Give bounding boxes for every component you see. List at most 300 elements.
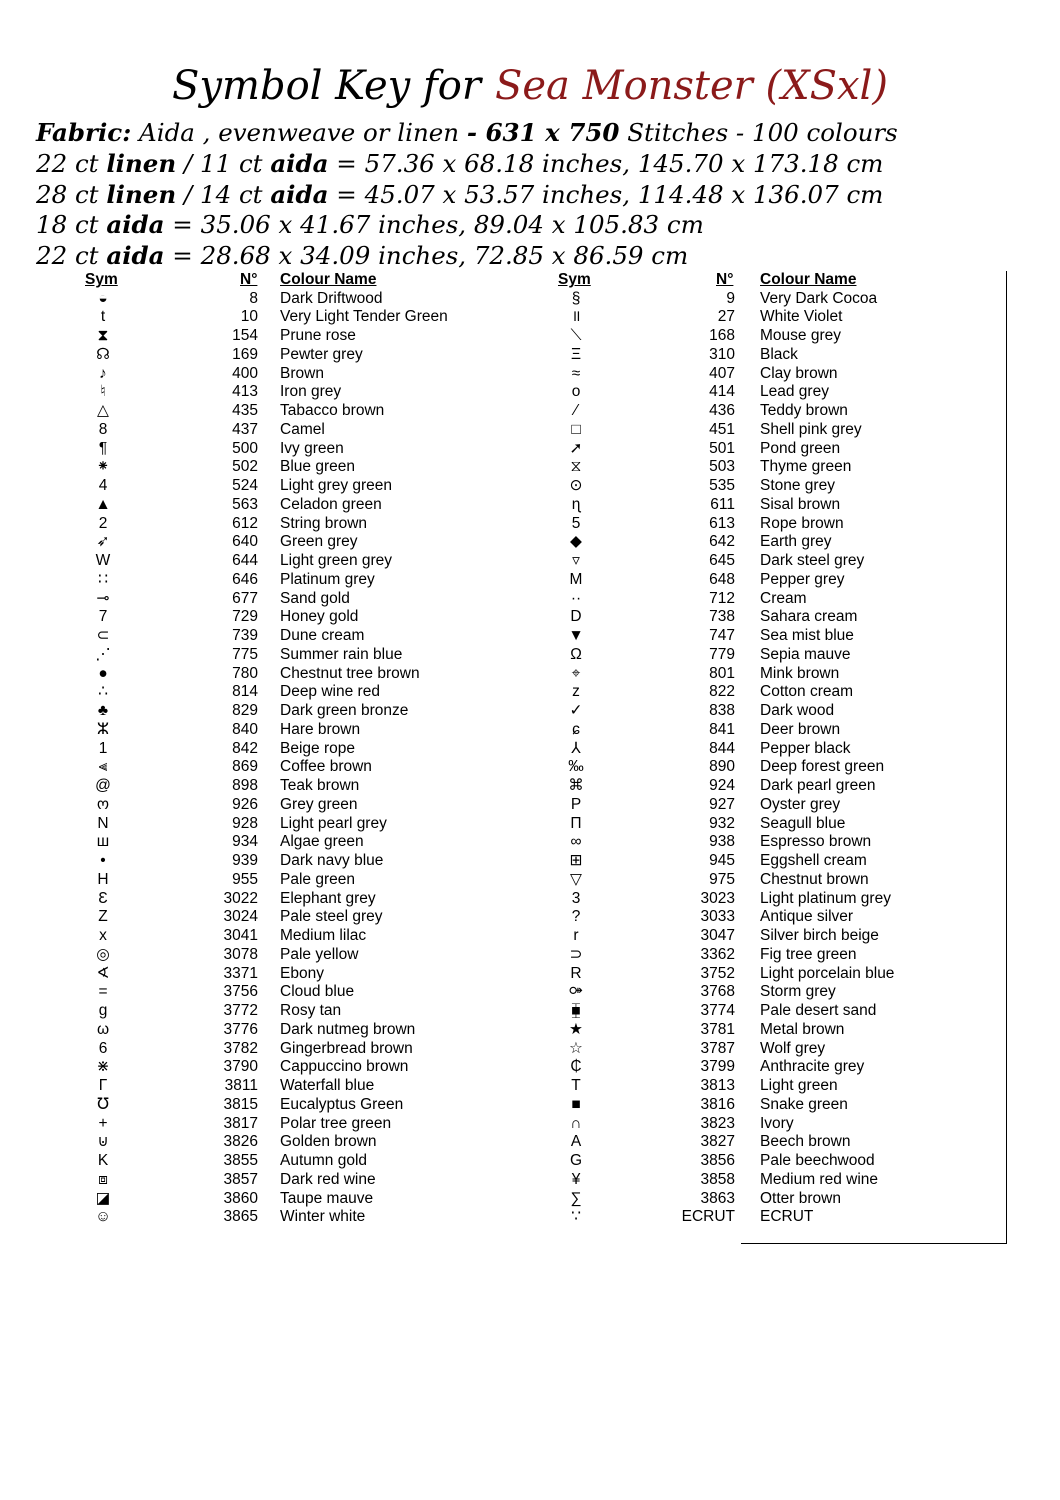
table-row bbox=[0, 965, 1060, 984]
colour-name-cell: Iron grey bbox=[280, 383, 342, 401]
number-cell: 646 bbox=[232, 570, 258, 588]
symbol-cell: ⚩ bbox=[569, 983, 583, 1001]
colour-name-cell: Dark wood bbox=[760, 702, 835, 719]
header-name-right: Colour Name bbox=[760, 271, 857, 288]
symbol-cell: z bbox=[572, 683, 580, 701]
spec-line bbox=[36, 149, 1036, 180]
symbol-cell: 2 bbox=[98, 514, 108, 532]
symbol-cell: 4 bbox=[98, 477, 108, 494]
colour-name-cell: Sepia mauve bbox=[760, 645, 851, 663]
table-row bbox=[0, 1021, 1060, 1040]
colour-name-cell: Dark pearl green bbox=[760, 777, 876, 794]
number-cell: 3813 bbox=[700, 1077, 735, 1094]
number-cell: 3774 bbox=[700, 1002, 735, 1019]
table-right-border bbox=[1006, 271, 1007, 1244]
table-row bbox=[0, 1190, 1060, 1209]
spec-text: aida bbox=[106, 241, 165, 271]
header-sym-right: Sym bbox=[558, 271, 591, 288]
colour-name-cell: Earth grey bbox=[760, 533, 832, 551]
colour-name-cell: Beige rope bbox=[280, 739, 355, 757]
colour-name-cell: Stone grey bbox=[760, 477, 835, 494]
colour-name-cell: Mouse grey bbox=[760, 327, 841, 344]
number-cell: 27 bbox=[717, 308, 735, 326]
symbol-cell: ⌖ bbox=[571, 664, 581, 682]
symbol-cell: ▽ bbox=[570, 870, 582, 888]
table-row bbox=[0, 290, 1060, 309]
number-cell: 3023 bbox=[700, 889, 735, 907]
symbol-cell: ∴ bbox=[98, 683, 108, 701]
symbol-cell: ⧯ bbox=[571, 1002, 581, 1019]
symbol-cell: = bbox=[98, 983, 108, 1001]
spec-text: 18 ct bbox=[36, 210, 107, 240]
symbol-cell: o bbox=[571, 383, 581, 401]
symbol-cell: 8 bbox=[98, 420, 108, 438]
table-bottom-border bbox=[741, 1243, 1007, 1244]
header-sym-left: Sym bbox=[85, 271, 118, 288]
table-row bbox=[0, 365, 1060, 384]
colour-name-cell: Light platinum grey bbox=[760, 889, 891, 907]
symbol-cell: ⅄ bbox=[571, 739, 581, 757]
number-cell: 3752 bbox=[700, 964, 735, 982]
colour-name-cell: Prune rose bbox=[280, 327, 356, 344]
number-cell: 945 bbox=[709, 852, 735, 869]
number-cell: 677 bbox=[232, 589, 258, 607]
symbol-cell: ◒ bbox=[98, 289, 108, 307]
spec-text: = 45.07 x 53.57 inches, 114.48 x 136.07 cm bbox=[328, 179, 884, 209]
number-cell: 775 bbox=[232, 645, 258, 663]
symbol-cell: @ bbox=[95, 777, 111, 794]
spec-text: aida bbox=[270, 148, 329, 178]
number-cell: 838 bbox=[709, 702, 735, 719]
colour-name-cell: Ivory bbox=[760, 1114, 794, 1132]
colour-name-cell: Wolf grey bbox=[760, 1039, 826, 1057]
colour-name-cell: Mink brown bbox=[760, 664, 840, 682]
symbol-cell: ◪ bbox=[95, 1189, 111, 1207]
colour-name-cell: Shell pink grey bbox=[760, 420, 862, 438]
table-row bbox=[0, 815, 1060, 834]
table-row bbox=[0, 890, 1060, 909]
symbol-cell: Ξ bbox=[570, 345, 582, 363]
spec-text: Stitches - 100 colours bbox=[619, 118, 898, 147]
table-row bbox=[0, 646, 1060, 665]
symbol-cell: W bbox=[95, 552, 111, 569]
colour-name-cell: Pale yellow bbox=[280, 945, 359, 963]
colour-name-cell: Honey gold bbox=[280, 608, 359, 626]
colour-name-cell: Medium red wine bbox=[760, 1170, 879, 1188]
symbol-cell: 7 bbox=[98, 608, 108, 626]
symbol-cell: ? bbox=[571, 908, 581, 926]
colour-name-cell: Gingerbread brown bbox=[280, 1039, 413, 1057]
colour-name-cell: Sea mist blue bbox=[760, 627, 854, 644]
title-prefix: Symbol Key for bbox=[172, 63, 481, 109]
colour-name-cell: Dark steel grey bbox=[760, 552, 865, 569]
colour-name-cell: Summer rain blue bbox=[280, 645, 403, 663]
table-row bbox=[0, 758, 1060, 777]
number-cell: 3371 bbox=[223, 964, 258, 982]
spec-text: aida bbox=[270, 179, 329, 209]
table-row bbox=[0, 1208, 1060, 1227]
colour-name-cell: ECRUT bbox=[760, 1208, 814, 1226]
symbol-cell: ⊞ bbox=[569, 852, 583, 869]
symbol-cell: ∵ bbox=[571, 1208, 581, 1226]
colour-name-cell: Snake green bbox=[760, 1095, 848, 1113]
symbol-cell: D bbox=[570, 608, 582, 626]
spec-line bbox=[36, 210, 1036, 241]
colour-name-cell: Cloud blue bbox=[280, 983, 355, 1001]
colour-name-cell: Dark navy blue bbox=[280, 852, 384, 869]
table-row bbox=[0, 608, 1060, 627]
symbol-cell: ◎ bbox=[96, 945, 110, 963]
number-cell: 524 bbox=[232, 477, 258, 494]
colour-name-cell: Celadon green bbox=[280, 495, 382, 513]
symbol-cell: A bbox=[570, 1133, 582, 1151]
spec-text: 22 ct bbox=[36, 241, 107, 271]
colour-name-cell: Sisal brown bbox=[760, 495, 841, 513]
table-row bbox=[0, 1115, 1060, 1134]
table-row bbox=[0, 458, 1060, 477]
symbol-cell: ⋇ bbox=[96, 1058, 110, 1076]
number-cell: 612 bbox=[232, 514, 258, 532]
number-cell: 414 bbox=[709, 383, 735, 401]
symbol-cell: g bbox=[98, 1002, 108, 1019]
number-cell: 3826 bbox=[223, 1133, 258, 1151]
number-cell: 611 bbox=[710, 495, 735, 513]
table-row bbox=[0, 1077, 1060, 1096]
colour-name-cell: Dark Driftwood bbox=[280, 289, 383, 307]
symbol-cell: ∷ bbox=[98, 570, 108, 588]
colour-name-cell: Antique silver bbox=[760, 908, 854, 926]
table-row bbox=[0, 833, 1060, 852]
symbol-cell: N bbox=[97, 814, 109, 832]
number-cell: 3047 bbox=[700, 927, 735, 944]
symbol-cell: ➶ bbox=[96, 533, 110, 551]
number-cell: 3033 bbox=[700, 908, 735, 926]
symbol-cell: ω bbox=[96, 1020, 110, 1038]
number-cell: 642 bbox=[709, 533, 735, 551]
colour-name-cell: Dark nutmeg brown bbox=[280, 1020, 416, 1038]
colour-name-cell: Pepper grey bbox=[760, 570, 845, 588]
symbol-cell: ⌘ bbox=[568, 777, 584, 794]
header-num-right: N° bbox=[716, 271, 734, 288]
number-cell: 413 bbox=[232, 383, 258, 401]
number-cell: 3768 bbox=[700, 983, 735, 1001]
number-cell: 729 bbox=[232, 608, 258, 626]
colour-name-cell: Elephant grey bbox=[280, 889, 376, 907]
colour-name-cell: Brown bbox=[280, 364, 324, 382]
colour-name-cell: Black bbox=[760, 345, 798, 363]
number-cell: 169 bbox=[232, 345, 258, 363]
table-row bbox=[0, 1096, 1060, 1115]
table-row bbox=[0, 777, 1060, 796]
number-cell: 829 bbox=[232, 702, 258, 719]
symbol-cell: P bbox=[570, 795, 582, 813]
number-cell: 3781 bbox=[700, 1020, 735, 1038]
spec-text: Fabric: bbox=[36, 118, 132, 147]
table-row bbox=[0, 402, 1060, 421]
number-cell: 938 bbox=[709, 833, 735, 851]
table-row bbox=[0, 346, 1060, 365]
colour-name-cell: Polar tree green bbox=[280, 1114, 392, 1132]
table-row bbox=[0, 440, 1060, 459]
number-cell: 3816 bbox=[700, 1095, 735, 1113]
number-cell: 779 bbox=[709, 645, 735, 663]
table-row bbox=[0, 683, 1060, 702]
colour-name-cell: Very Dark Cocoa bbox=[760, 289, 878, 307]
colour-name-cell: Eggshell cream bbox=[760, 852, 867, 869]
colour-name-cell: Lead grey bbox=[760, 383, 829, 401]
table-row bbox=[0, 983, 1060, 1002]
symbol-cell: △ bbox=[97, 402, 109, 419]
symbol-cell: T bbox=[571, 1077, 581, 1094]
symbol-cell: § bbox=[571, 289, 581, 307]
number-cell: 8 bbox=[249, 289, 258, 307]
spec-text: - 631 x 750 bbox=[466, 118, 620, 147]
spec-text: linen bbox=[106, 179, 177, 209]
colour-name-cell: Deep wine red bbox=[280, 683, 380, 701]
number-cell: 613 bbox=[709, 514, 735, 532]
page-title bbox=[0, 62, 1060, 110]
symbol-cell: Ɛ bbox=[98, 889, 108, 907]
table-row bbox=[0, 927, 1060, 946]
symbol-cell: ♪ bbox=[99, 364, 107, 382]
number-cell: 841 bbox=[709, 720, 735, 738]
symbol-cell: ₵ bbox=[570, 1058, 582, 1076]
symbol-cell: ♮ bbox=[100, 383, 106, 401]
number-cell: 975 bbox=[709, 870, 735, 888]
colour-name-cell: Silver birch beige bbox=[760, 927, 879, 944]
number-cell: 3817 bbox=[223, 1114, 258, 1132]
number-cell: ECRUT bbox=[681, 1208, 735, 1226]
number-cell: 926 bbox=[232, 795, 258, 813]
symbol-cell: ⊸ bbox=[96, 589, 110, 607]
colour-name-cell: Metal brown bbox=[760, 1020, 845, 1038]
symbol-cell: G bbox=[569, 1152, 583, 1169]
symbol-cell: 5 bbox=[571, 514, 581, 532]
symbol-cell: ∑ bbox=[570, 1189, 582, 1207]
colour-name-cell: Pepper black bbox=[760, 739, 851, 757]
colour-name-cell: Light green bbox=[760, 1077, 838, 1094]
table-row bbox=[0, 327, 1060, 346]
colour-name-cell: Coffee brown bbox=[280, 758, 372, 776]
number-cell: 648 bbox=[709, 570, 735, 588]
number-cell: 3790 bbox=[223, 1058, 258, 1076]
symbol-cell: ⊃ bbox=[569, 945, 583, 963]
spec-line bbox=[36, 118, 1036, 149]
symbol-cell: ⊙ bbox=[569, 477, 583, 494]
symbol-cell: ⫷ bbox=[98, 758, 108, 776]
number-cell: 436 bbox=[709, 402, 735, 419]
table-row bbox=[0, 590, 1060, 609]
number-cell: 3863 bbox=[700, 1189, 735, 1207]
symbol-cell: ☺ bbox=[95, 1208, 111, 1226]
colour-name-cell: Espresso brown bbox=[760, 833, 872, 851]
number-cell: 3855 bbox=[223, 1152, 258, 1169]
fabric-specs bbox=[36, 118, 1036, 272]
table-row bbox=[0, 740, 1060, 759]
number-cell: 407 bbox=[709, 364, 735, 382]
number-cell: 500 bbox=[232, 439, 258, 457]
pattern-name: Sea Monster (XSxl) bbox=[494, 63, 888, 109]
table-row bbox=[0, 308, 1060, 327]
colour-name-cell: Autumn gold bbox=[280, 1152, 368, 1169]
number-cell: 3865 bbox=[223, 1208, 258, 1226]
symbol-cell: ⊍ bbox=[97, 1133, 109, 1151]
spec-text: 22 ct bbox=[36, 148, 107, 178]
number-cell: 712 bbox=[709, 589, 735, 607]
table-row bbox=[0, 496, 1060, 515]
colour-name-cell: Deer brown bbox=[760, 720, 841, 738]
symbol-cell: ॥ bbox=[571, 308, 581, 326]
spec-line bbox=[36, 241, 1036, 272]
symbol-cell: ⵣ bbox=[96, 720, 110, 738]
number-cell: 3858 bbox=[700, 1170, 735, 1188]
colour-name-cell: Grey green bbox=[280, 795, 358, 813]
table-row bbox=[0, 702, 1060, 721]
symbol-cell: ▿ bbox=[572, 552, 580, 569]
number-cell: 168 bbox=[709, 327, 735, 344]
symbol-cell: K bbox=[97, 1152, 109, 1169]
colour-name-cell: Eucalyptus Green bbox=[280, 1095, 404, 1113]
table-row bbox=[0, 721, 1060, 740]
symbol-cell: ⁕ bbox=[96, 458, 110, 476]
spec-line bbox=[36, 180, 1036, 211]
colour-name-cell: Fig tree green bbox=[760, 945, 857, 963]
colour-name-cell: Cotton cream bbox=[760, 683, 854, 701]
symbol-cell: ∞ bbox=[570, 833, 582, 851]
colour-name-cell: Platinum grey bbox=[280, 570, 375, 588]
table-row bbox=[0, 908, 1060, 927]
colour-name-cell: Pale steel grey bbox=[280, 908, 383, 926]
colour-name-cell: Thyme green bbox=[760, 458, 852, 476]
symbol-cell: ♣ bbox=[97, 702, 109, 719]
number-cell: 924 bbox=[709, 777, 735, 794]
symbol-cell: ≈ bbox=[571, 364, 581, 382]
number-cell: 842 bbox=[232, 739, 258, 757]
number-cell: 3362 bbox=[700, 945, 735, 963]
symbol-cell: Π bbox=[570, 814, 582, 832]
number-cell: 780 bbox=[232, 664, 258, 682]
colour-name-cell: Waterfall blue bbox=[280, 1077, 375, 1094]
colour-name-cell: Deep forest green bbox=[760, 758, 885, 776]
symbol-cell: ⟍ bbox=[570, 327, 582, 344]
symbol-cell: • bbox=[100, 852, 106, 869]
number-cell: 927 bbox=[709, 795, 735, 813]
colour-name-cell: Teak brown bbox=[280, 777, 360, 794]
symbol-cell: ▼ bbox=[568, 627, 584, 644]
colour-name-cell: Chestnut tree brown bbox=[280, 664, 420, 682]
table-row bbox=[0, 1133, 1060, 1152]
symbol-cell: ☆ bbox=[569, 1039, 583, 1057]
colour-name-cell: Pale beechwood bbox=[760, 1152, 875, 1169]
symbol-cell: ɳ bbox=[571, 495, 581, 513]
table-row bbox=[0, 533, 1060, 552]
colour-name-cell: Tabacco brown bbox=[280, 402, 385, 419]
spec-text: Aida , evenweave or linen bbox=[131, 118, 467, 147]
colour-name-cell: Rope brown bbox=[760, 514, 844, 532]
header-name-left: Colour Name bbox=[280, 271, 377, 288]
colour-name-cell: Rosy tan bbox=[280, 1002, 342, 1019]
number-cell: 890 bbox=[709, 758, 735, 776]
number-cell: 814 bbox=[232, 683, 258, 701]
symbol-cell: □ bbox=[571, 420, 581, 438]
colour-name-cell: Cappuccino brown bbox=[280, 1058, 409, 1076]
colour-name-cell: Beech brown bbox=[760, 1133, 851, 1151]
symbol-cell: ‰ bbox=[568, 758, 584, 776]
spec-text: = 57.36 x 68.18 inches, 145.70 x 173.18 cm bbox=[328, 148, 884, 178]
table-row bbox=[0, 665, 1060, 684]
number-cell: 840 bbox=[232, 720, 258, 738]
symbol-cell: r bbox=[573, 927, 579, 944]
colour-name-cell: Ivy green bbox=[280, 439, 344, 457]
table-row bbox=[0, 852, 1060, 871]
number-cell: 934 bbox=[232, 833, 258, 851]
symbol-cell: ·· bbox=[570, 589, 582, 607]
table-row bbox=[0, 421, 1060, 440]
symbol-cell: ɕ bbox=[572, 720, 580, 738]
number-cell: 3815 bbox=[223, 1095, 258, 1113]
table-row bbox=[0, 1152, 1060, 1171]
number-cell: 955 bbox=[232, 870, 258, 888]
colour-name-cell: String brown bbox=[280, 514, 368, 532]
symbol-cell: t bbox=[100, 308, 106, 326]
number-cell: 3782 bbox=[223, 1039, 258, 1057]
header-num-left: N° bbox=[240, 271, 258, 288]
colour-name-cell: Otter brown bbox=[760, 1189, 841, 1207]
colour-name-cell: Camel bbox=[280, 420, 325, 438]
number-cell: 645 bbox=[709, 552, 735, 569]
symbol-cell: + bbox=[98, 1114, 108, 1132]
symbol-cell: ⊂ bbox=[96, 627, 110, 644]
table-row bbox=[0, 1002, 1060, 1021]
symbol-cell: H bbox=[97, 870, 109, 888]
symbol-cell: ✓ bbox=[569, 702, 583, 719]
colour-name-cell: Light pearl grey bbox=[280, 814, 387, 832]
symbol-cell: Z bbox=[98, 908, 108, 926]
number-cell: 932 bbox=[709, 814, 735, 832]
symbol-cell: ℧ bbox=[97, 1095, 109, 1113]
table-row bbox=[0, 796, 1060, 815]
table-row bbox=[0, 1040, 1060, 1059]
colour-name-cell: Winter white bbox=[280, 1208, 366, 1226]
colour-name-cell: Storm grey bbox=[760, 983, 836, 1001]
colour-name-cell: Light green grey bbox=[280, 552, 393, 569]
number-cell: 3823 bbox=[700, 1114, 735, 1132]
symbol-cell: Γ bbox=[98, 1077, 108, 1094]
colour-name-cell: Very Light Tender Green bbox=[280, 308, 448, 326]
colour-name-cell: Pale green bbox=[280, 870, 355, 888]
symbol-cell: 6 bbox=[98, 1039, 108, 1057]
colour-name-cell: Pale desert sand bbox=[760, 1002, 877, 1019]
colour-name-cell: Sand gold bbox=[280, 589, 350, 607]
colour-name-cell: Anthracite grey bbox=[760, 1058, 865, 1076]
symbol-cell: ¥ bbox=[571, 1170, 581, 1188]
colour-name-cell: Teddy brown bbox=[760, 402, 848, 419]
number-cell: 310 bbox=[709, 345, 735, 363]
table-row bbox=[0, 627, 1060, 646]
colour-name-cell: Blue green bbox=[280, 458, 355, 476]
number-cell: 3022 bbox=[223, 889, 258, 907]
table-row bbox=[0, 946, 1060, 965]
symbol-cell: R bbox=[570, 964, 582, 982]
symbol-cell: ⧖ bbox=[570, 458, 582, 476]
symbol-cell: M bbox=[569, 570, 583, 588]
number-cell: 3860 bbox=[223, 1189, 258, 1207]
number-cell: 3827 bbox=[700, 1133, 735, 1151]
colour-name-cell: Seagull blue bbox=[760, 814, 846, 832]
symbol-cell: ◆ bbox=[570, 533, 582, 551]
number-cell: 640 bbox=[232, 533, 258, 551]
spec-text: linen bbox=[106, 148, 177, 178]
